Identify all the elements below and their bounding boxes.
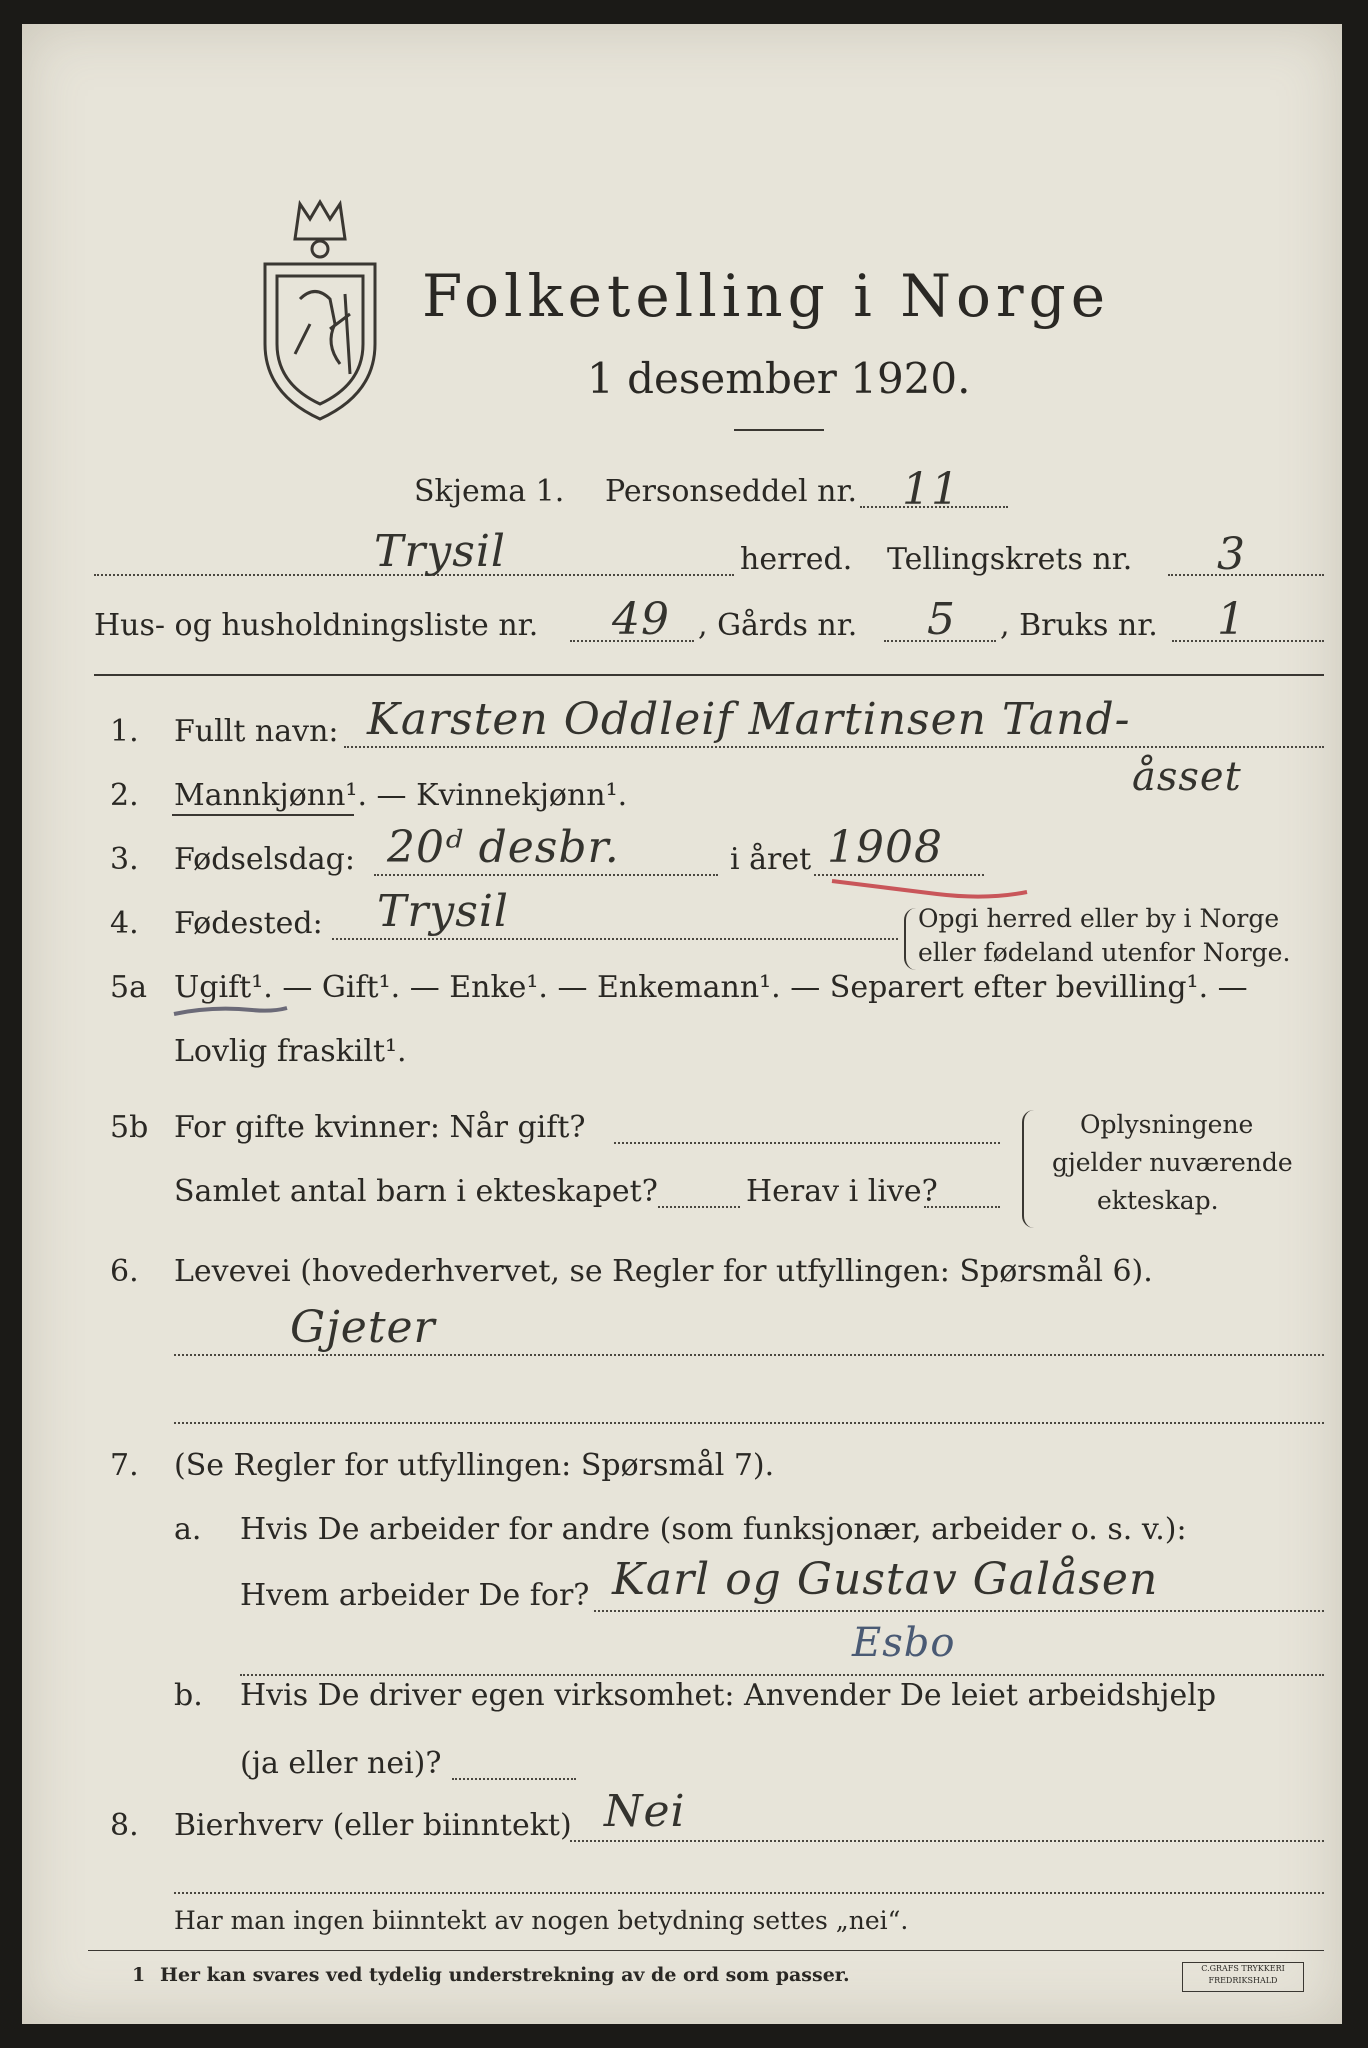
q7b-label-continued: (ja eller nei)? <box>240 1746 442 1781</box>
q7a-letter: a. <box>174 1512 202 1547</box>
census-form-page <box>22 24 1342 2024</box>
personseddel-label: Personseddel nr. <box>605 474 858 509</box>
footnote-text: Her kan svares ved tydelig understrekning av de ord som passer. <box>160 1964 850 1986</box>
q5a-number: 5a <box>110 970 147 1005</box>
tellingskrets-value: 3 <box>1217 529 1246 580</box>
q5b-married-field <box>614 1142 1000 1144</box>
q3-year-value: 1908 <box>827 822 943 873</box>
q2-number: 2. <box>110 778 139 813</box>
husliste-value: 49 <box>612 594 670 645</box>
q5b-alive-label: Herav i live? <box>746 1174 938 1209</box>
q5b-note-line1: Oplysningene <box>1080 1110 1254 1139</box>
q5b-number: 5b <box>110 1110 149 1145</box>
q7a-employer-field <box>594 1610 1324 1612</box>
q1-value: Karsten Oddleif Martinsen Tand- <box>367 694 1131 745</box>
bruks-label: , Bruks nr. <box>1000 608 1158 643</box>
q7a-employer-value: Karl og Gustav Galåsen <box>612 1554 1159 1605</box>
q7a-employer-field-2 <box>240 1674 1324 1676</box>
gards-value: 5 <box>927 594 956 645</box>
q5a-label-continued: Lovlig fraskilt¹. <box>174 1034 407 1069</box>
q8-field <box>570 1840 1324 1842</box>
q3-number: 3. <box>110 842 139 877</box>
section-divider <box>94 674 1324 676</box>
tellingskrets-field <box>1168 574 1324 576</box>
q5b-note-line3: ekteskap. <box>1097 1186 1219 1215</box>
printer-stamp <box>1182 1962 1304 1992</box>
q2-label: Mannkjønn¹. — Kvinnekjønn¹. <box>174 778 628 813</box>
q1-field <box>344 746 1324 748</box>
q5a-underline-ugift <box>172 1002 292 1022</box>
q5b-note-brace <box>1022 1110 1036 1228</box>
q4-note-brace <box>904 908 916 970</box>
bruks-field <box>1172 640 1324 642</box>
q3-field <box>374 874 718 876</box>
husliste-label: Hus- og husholdningsliste nr. <box>94 608 539 643</box>
q7-label: (Se Regler for utfyllingen: Spørsmål 7). <box>174 1448 775 1483</box>
q7b-field <box>452 1778 576 1780</box>
footnote-mark: 1 <box>132 1964 146 1986</box>
q1-number: 1. <box>110 714 139 749</box>
printer-line-2: FREDRIKSHALD <box>1208 1976 1278 1985</box>
q7a-employer-value-2: Esbo <box>852 1620 956 1666</box>
q4-number: 4. <box>110 906 139 941</box>
q7b-letter: b. <box>174 1678 203 1713</box>
q6-field-extra <box>174 1422 1324 1424</box>
q3-label: Fødselsdag: <box>174 842 355 877</box>
q4-field <box>332 938 898 940</box>
form-date: 1 desember 1920. <box>587 354 971 403</box>
q2-underline-mannkjonn <box>172 814 354 816</box>
q4-note-line2: eller fødeland utenfor Norge. <box>918 938 1291 967</box>
form-title: Folketelling i Norge <box>422 262 1111 330</box>
printer-line-1: C.GRAFS TRYKKERI <box>1201 1964 1285 1973</box>
q8-field-2 <box>174 1892 1324 1894</box>
bruks-value: 1 <box>1217 594 1246 645</box>
divider <box>734 429 824 431</box>
q3-value: 20ᵈ desbr. <box>387 822 620 873</box>
q8-label: Bierhverv (eller biinntekt) <box>174 1808 572 1843</box>
q6-label: Levevei (hovederhvervet, se Regler for utfyllingen: Spørsmål 6). <box>174 1254 1153 1289</box>
q8-value: Nei <box>604 1786 686 1837</box>
q5a-label: Ugift¹. — Gift¹. — Enke¹. — Enkemann¹. — Separert efter bevilling¹. — <box>174 970 1248 1005</box>
q1-value-continued: åsset <box>1132 754 1242 800</box>
q7b-label: Hvis De driver egen virksomhet: Anvender De leiet arbeidshjelp <box>240 1678 1217 1713</box>
q6-number: 6. <box>110 1254 139 1289</box>
q7-number: 7. <box>110 1448 139 1483</box>
q5b-children-field <box>658 1206 740 1208</box>
q5b-children-label: Samlet antal barn i ekteskapet? <box>174 1174 658 1209</box>
q7a-label: Hvis De arbeider for andre (som funksjonær, arbeider o. s. v.): <box>240 1512 1187 1547</box>
footer-divider <box>88 1950 1324 1951</box>
q1-label: Fullt navn: <box>174 714 339 749</box>
q8-number: 8. <box>110 1808 139 1843</box>
herred-value: Trysil <box>374 526 506 577</box>
tellingskrets-label: Tellingskrets nr. <box>887 542 1133 577</box>
q4-note-line1: Opgi herred eller by i Norge <box>918 904 1280 933</box>
q7a-employer-label: Hvem arbeider De for? <box>240 1578 590 1613</box>
q5b-label: For gifte kvinner: Når gift? <box>174 1110 586 1145</box>
herred-label: herred. <box>740 542 853 577</box>
q3-year-label: i året <box>730 842 812 877</box>
footer-note: Har man ingen biinntekt av nogen betydning settes „nei“. <box>174 1906 909 1935</box>
gards-label: , Gårds nr. <box>698 608 858 643</box>
personseddel-value: 11 <box>902 464 960 515</box>
coat-of-arms-icon <box>255 194 385 424</box>
q6-field <box>174 1354 1324 1356</box>
q5b-alive-field <box>924 1206 1000 1208</box>
red-pencil-mark <box>827 876 1037 906</box>
q5b-note-line2: gjelder nuværende <box>1052 1148 1293 1177</box>
q4-label: Fødested: <box>174 906 323 941</box>
q4-value: Trysil <box>377 886 509 937</box>
q6-value: Gjeter <box>290 1302 436 1353</box>
schema-label: Skjema 1. <box>414 474 565 509</box>
